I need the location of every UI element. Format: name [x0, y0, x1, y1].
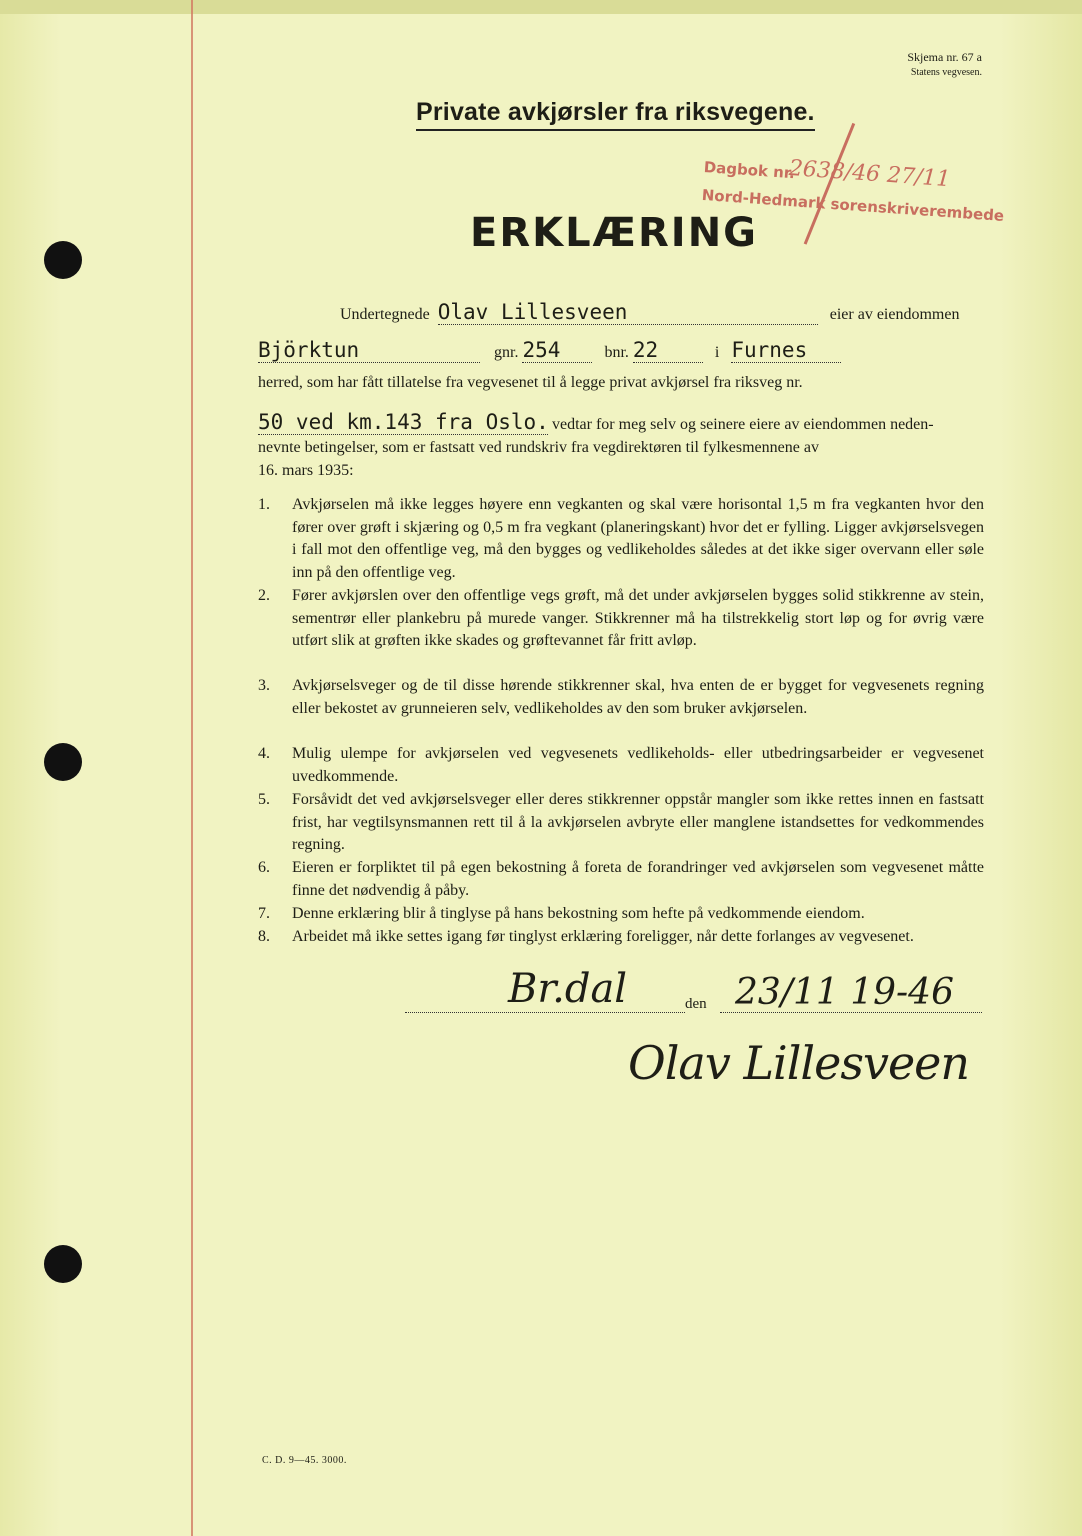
property-field: Björktun [258, 338, 480, 363]
place-dotted-line [405, 1012, 685, 1013]
clause-number: 5. [258, 791, 270, 808]
schema-issuer: Statens vegvesen. [910, 67, 982, 78]
clause-number: 6. [258, 859, 270, 876]
clause-number: 4. [258, 745, 270, 762]
punch-hole [44, 743, 82, 781]
i-label: i [714, 344, 720, 361]
clause-number: 3. [258, 677, 270, 694]
undertegnede-label: Undertegnede [340, 306, 430, 323]
clause-text: Mulig ulempe for avkjørselen ved vegvesenets vedlikeholds- eller utbedringsarbeider er vegvesenet uvedkommende. [292, 745, 984, 785]
gnr-field: 254 [522, 338, 592, 363]
road-field: 50 ved km.143 fra Oslo. [258, 410, 549, 434]
print-code: C. D. 9—45. 3000. [262, 1455, 347, 1466]
signature: Olav Lillesveen [628, 1036, 970, 1090]
clause-text: Avkjørselen må ikke legges høyere enn vegkanten og skal være horisontal 1,5 m fra vegkanten hvor den fører over grøft i skjæring og 0,5 m fra vegkant (planeringskant) hvor det er fylling. Ligger avkjørselsvegen i fall mot den offentlige veg, må den bygges og vedlikeholdes således at det ikke siger overvann eller søle inn på den offentlige veg. [292, 496, 984, 581]
schema-number [870, 50, 982, 80]
form-line-property [258, 338, 841, 363]
name-field: Olav Lillesveen [438, 300, 818, 325]
clause-number: 1. [258, 496, 270, 513]
clause-text: Avkjørselsveger og de til disse hørende stikkrenner skal, hva enten de er bygget for vegvesenets regning eller bekostet av grunneieren selv, vedlikeholdes av den som bruker avkjørselen. [292, 677, 984, 717]
stamp-diary-label: Dagbok nr. [703, 157, 796, 183]
clause-text: Denne erklæring blir å tinglyse på hans bekostning som hefte på vedkommende eiendom. [292, 905, 865, 922]
form-line-date: 16. mars 1935: [258, 462, 354, 479]
form-line-name [340, 300, 959, 325]
document-heading: ERKLÆRING [470, 210, 758, 256]
stamp-diary-number: 2638/46 27/11 [788, 155, 952, 193]
page-top-edge [0, 0, 1082, 14]
vedtar-text: vedtar for meg selv og seinere eiere av eiendommen neden- [552, 416, 934, 433]
clause-number: 8. [258, 928, 270, 945]
clause-text: Forsåvidt det ved avkjørselsveger eller deres stikkrenner oppstår mangler som ikke rettes innen en fastsatt frist, har vegtilsynsmannen rett til å la avkjørselen avbryte eller manglene istandsettes for vedkommendes regning. [292, 791, 984, 854]
clause-text: Fører avkjørslen over den offentlige vegs grøft, må det under avkjørselen bygges solid stikkrenne av stein, sementrør eller plankebru på murede vanger. Stikkrenner må ha tilstrekkelig stort løp og for øvrig være utført slik at grøften ikke skades og grøftevannet får fritt avløp. [292, 587, 984, 650]
document-title: Private avkjørsler fra riksvegene. [416, 98, 815, 131]
form-line-permission: herred, som har fått tillatelse fra vegvesenet til å legge privat avkjørsel fra riksveg nr. [258, 374, 803, 391]
form-line-road [258, 410, 934, 435]
signing-date: 23/11 19-46 [735, 972, 954, 1013]
schema-label: Skjema nr. 67 a [907, 50, 982, 64]
gnr-label: gnr. [494, 344, 519, 361]
form-line-conditions: nevnte betingelser, som er fastsatt ved rundskriv fra vegdirektøren til fylkesmennene av [258, 439, 819, 456]
clause-number: 2. [258, 587, 270, 604]
punch-hole [44, 241, 82, 279]
clause-text: Eieren er forpliktet til på egen bekostning å foreta de forandringer ved avkjørselen som vegvesenet måtte finne det nødvendig å påby. [292, 859, 984, 899]
stamp-office: Nord-Hedmark sorenskriverembede [701, 185, 1005, 226]
punch-hole [44, 1245, 82, 1283]
bnr-field: 22 [633, 338, 703, 363]
clause-number: 7. [258, 905, 270, 922]
clause-text: Arbeidet må ikke settes igang før tinglyst erklæring foreligger, når dette forlanges av vegvesenet. [292, 928, 914, 945]
date-dotted-line [720, 1012, 982, 1013]
municipality-field: Furnes [731, 338, 841, 363]
owner-label: eier av eiendommen [829, 306, 960, 323]
den-label: den [685, 996, 707, 1012]
signing-place: Br.dal [508, 966, 628, 1012]
margin-line [191, 0, 193, 1536]
bnr-label: bnr. [604, 344, 629, 361]
